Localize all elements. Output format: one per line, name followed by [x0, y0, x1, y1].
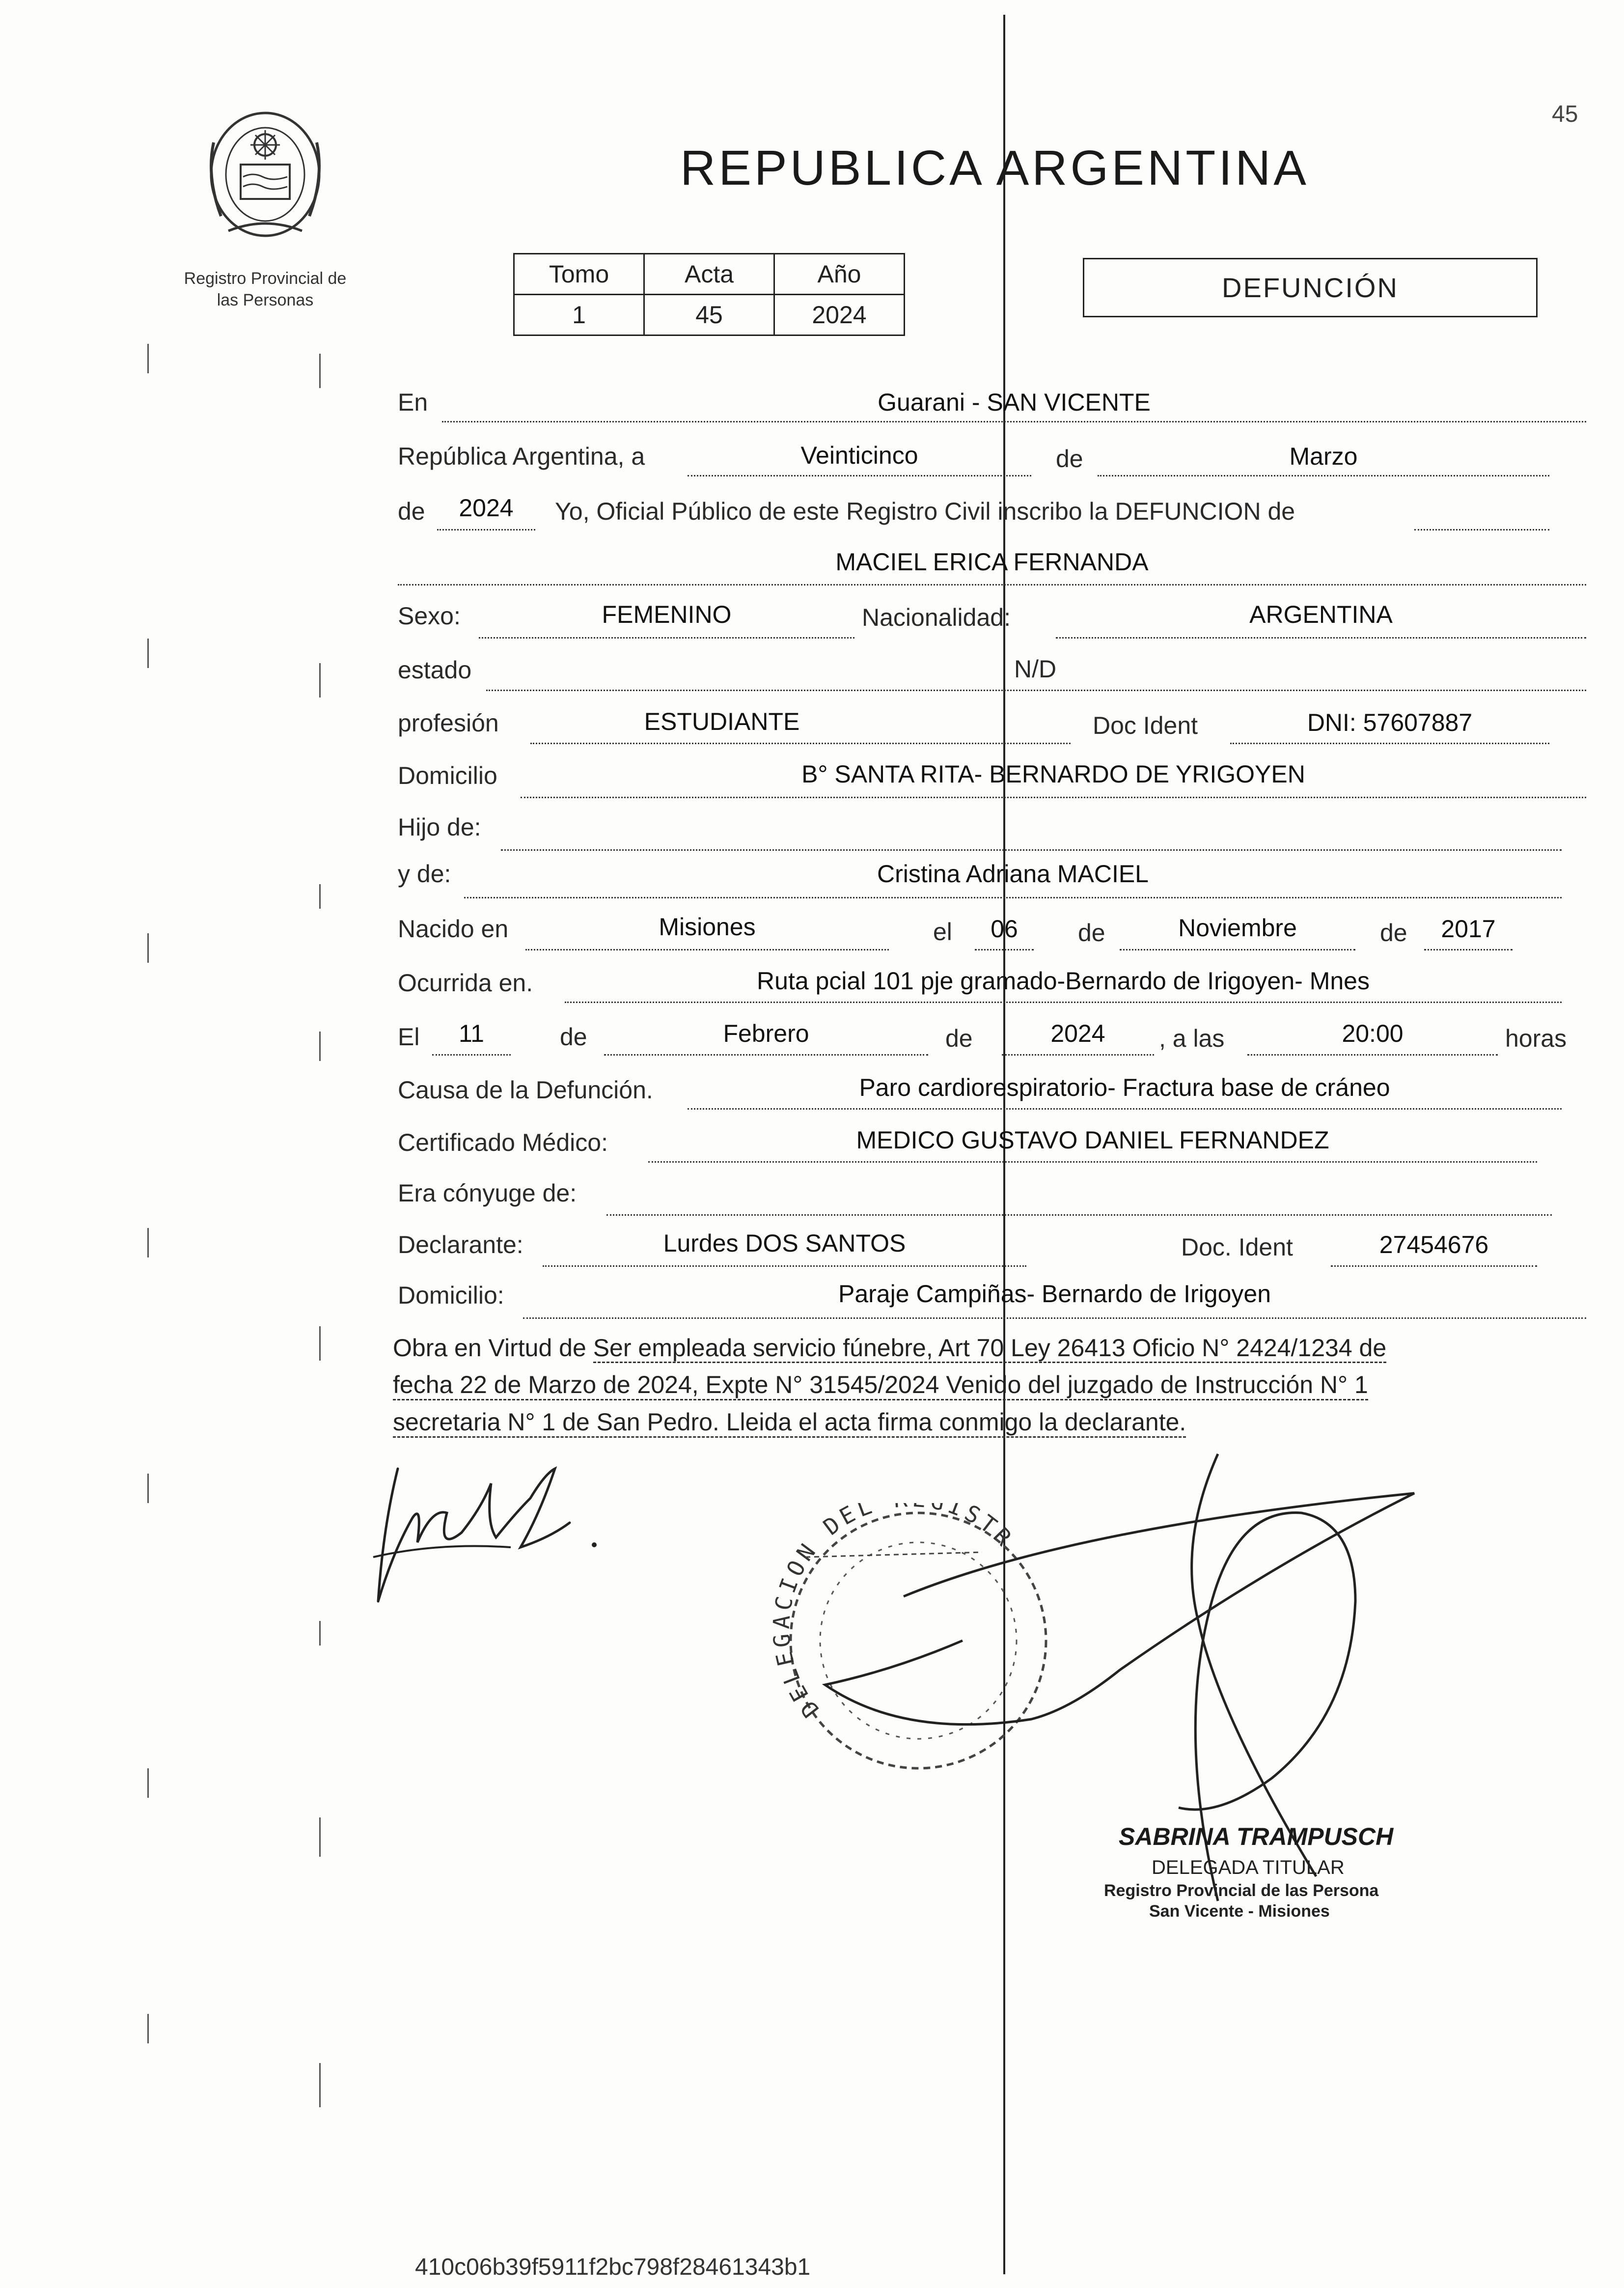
declarante-value: Lurdes DOS SANTOS — [663, 1229, 906, 1257]
nacionalidad-value: ARGENTINA — [1249, 601, 1393, 628]
birth-day-value: 06 — [991, 915, 1018, 943]
day-words-value: Veinticinco — [800, 442, 918, 469]
doc-ident2-label: Doc. Ident — [1181, 1233, 1293, 1261]
de2-label: de — [398, 498, 425, 525]
domicilio-value: B° SANTA RITA- BERNARDO DE YRIGOYEN — [801, 760, 1305, 788]
year-value: 2024 — [459, 494, 514, 522]
certificado-value: MEDICO GUSTAVO DANIEL FERNANDEZ — [856, 1126, 1329, 1154]
y-de-label: y de: — [398, 860, 451, 888]
y-de-value: Cristina Adriana MACIEL — [877, 860, 1149, 888]
conyuge-line — [606, 1198, 1552, 1216]
seal-emblem-icon — [199, 103, 331, 246]
value-tomo: 1 — [514, 295, 644, 335]
conyuge-label: Era cónyuge de: — [398, 1179, 577, 1207]
doc-ident-label: Doc Ident — [1093, 712, 1198, 739]
de4-label: de — [1380, 919, 1407, 947]
declarante-label: Declarante: — [398, 1231, 523, 1258]
obra-label: Obra en Virtud de — [393, 1334, 586, 1362]
profesion-label: profesión — [398, 709, 499, 737]
registry-line1: Registro Provincial de — [184, 269, 347, 288]
signer-role: DELEGADA TITULAR — [1152, 1857, 1345, 1878]
hijo-label: Hijo de: — [398, 813, 481, 841]
horas-label: horas — [1505, 1025, 1567, 1052]
header-ano: Año — [774, 254, 905, 295]
causa-label: Causa de la Defunción. — [398, 1076, 653, 1104]
value-ano: 2024 — [774, 295, 905, 335]
page-title: REPUBLICA ARGENTINA — [680, 140, 1309, 195]
domicilio2-label: Domicilio: — [398, 1282, 504, 1309]
doc-ident-value: DNI: 57607887 — [1307, 709, 1473, 736]
record-table — [513, 253, 905, 336]
de5-label: de — [560, 1023, 587, 1051]
estado-value: N/D — [1014, 655, 1057, 683]
signer-name: SABRINA TRAMPUSCH — [1119, 1823, 1394, 1850]
oficial-text: Yo, Oficial Público de este Registro Civil inscribo la DEFUNCION de — [555, 498, 1295, 525]
ocurrida-label: Ocurrida en. — [398, 969, 533, 997]
birth-month-value: Noviembre — [1178, 914, 1297, 942]
causa-value: Paro cardiorespiratorio- Fractura base de cráneo — [859, 1074, 1390, 1101]
obra-text-line3: secretaria N° 1 de San Pedro. Lleida el acta firma conmigo la declarante. — [393, 1408, 1186, 1438]
death-time-value: 20:00 — [1342, 1020, 1404, 1047]
declarant-signature — [363, 1454, 619, 1616]
el-label: el — [933, 918, 952, 946]
death-month-value: Febrero — [723, 1020, 809, 1047]
republica-label: República Argentina, a — [398, 443, 645, 470]
declarante-doc-value: 27454676 — [1379, 1231, 1489, 1258]
a-las-label: , a las — [1159, 1025, 1225, 1052]
estado-label: estado — [398, 656, 472, 684]
sexo-value: FEMENINO — [602, 601, 732, 628]
signer-place: San Vicente - Misiones — [1149, 1902, 1330, 1921]
value-acta: 45 — [644, 295, 774, 335]
obra-text-line1: Ser empleada servicio fúnebre, Art 70 Ley 26413 Oficio N° 2424/1234 de — [593, 1334, 1386, 1363]
nacionalidad-label: Nacionalidad: — [862, 604, 1011, 631]
sexo-label: Sexo: — [398, 602, 461, 630]
nacido-label: Nacido en — [398, 915, 509, 943]
header-tomo: Tomo — [514, 254, 644, 295]
deceased-name-value: MACIEL ERICA FERNANDA — [835, 548, 1149, 576]
month-value: Marzo — [1289, 443, 1358, 470]
en-label: En — [398, 389, 428, 416]
domicilio-label: Domicilio — [398, 762, 497, 789]
signature-icon — [363, 1454, 619, 1616]
de3-label: de — [1078, 919, 1105, 947]
stamp-circular-text: DELEGACION DEL ISTR — [768, 1503, 1019, 1723]
ocurrida-value: Ruta pcial 101 pje gramado-Bernardo de Irigoyen- Mnes — [757, 967, 1370, 995]
el2-label: El — [398, 1023, 420, 1051]
nacido-value: Misiones — [659, 913, 756, 941]
de-label: de — [1056, 445, 1083, 473]
obra-line1 — [393, 1334, 1386, 1362]
province-seal — [199, 103, 331, 246]
death-year-value: 2024 — [1050, 1020, 1105, 1047]
signer-org: Registro Provincial de las Persona — [1104, 1881, 1379, 1900]
oficial-line — [1414, 512, 1549, 530]
birth-year-value: 2017 — [1441, 915, 1496, 943]
hijo-line — [501, 833, 1562, 851]
place-value: Guarani - SAN VICENTE — [878, 389, 1151, 416]
domicilio2-value: Paraje Campiñas- Bernardo de Irigoyen — [838, 1280, 1271, 1308]
document-hash: 410c06b39f5911f2bc798f28461343b1 — [415, 2254, 811, 2280]
profesion-value: ESTUDIANTE — [644, 708, 800, 735]
death-day-value: 11 — [459, 1020, 484, 1047]
record-type-box: DEFUNCIÓN — [1083, 258, 1538, 317]
registry-line2: las Personas — [217, 291, 314, 309]
de6-label: de — [945, 1025, 973, 1052]
header-acta: Acta — [644, 254, 774, 295]
certificado-label: Certificado Médico: — [398, 1129, 608, 1156]
obra-text-line2: fecha 22 de Marzo de 2024, Expte N° 31545/2024 Venido del juzgado de Instrucción N° 1 — [393, 1370, 1368, 1400]
page-number: 45 — [1552, 101, 1578, 127]
